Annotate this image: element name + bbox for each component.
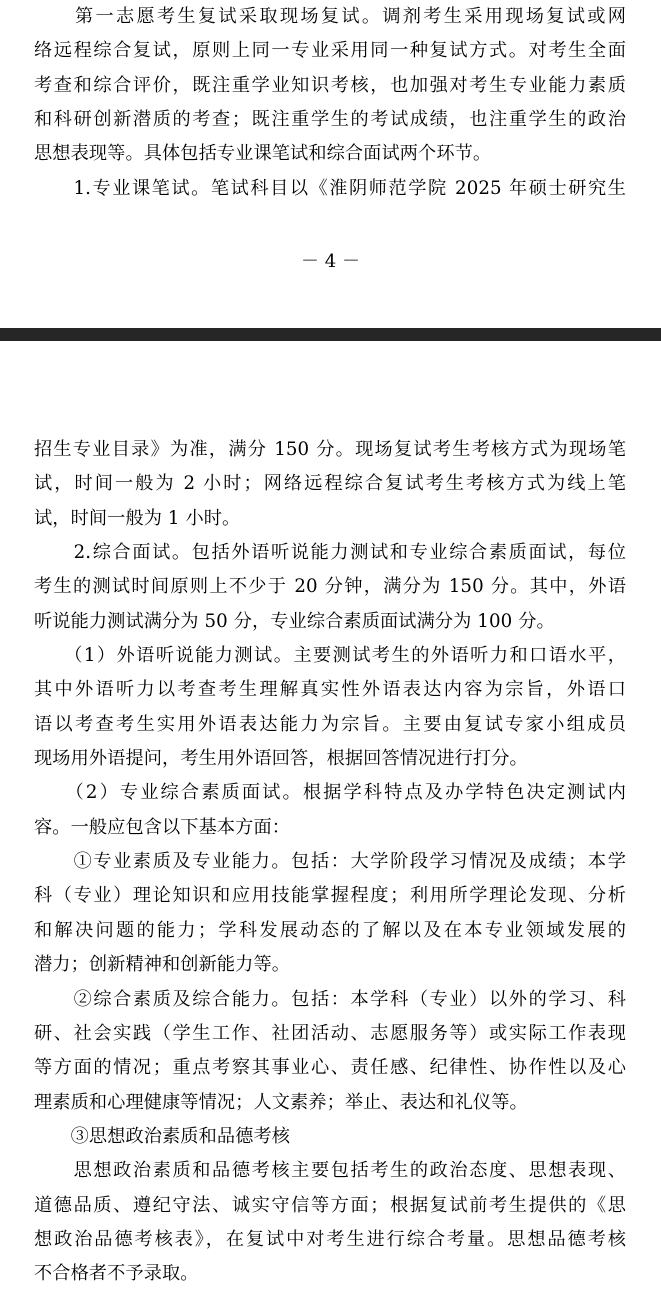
text-line: 络远程综合复试，原则上同一专业采用同一种复试方式。对考生全面 [34, 40, 626, 62]
text-line: 第一志愿考生复试采取现场复试。调剂考生采用现场复试或网 [34, 6, 626, 27]
text-line: 和解决问题的能力；学科发展动态的了解以及在本专业领域发展的 [34, 919, 626, 941]
document-page-bottom [0, 341, 661, 1310]
text-line: 2.综合面试。包括外语听说能力测试和专业综合素质面试，每位 [34, 542, 626, 564]
text-line: 研、社会实践（学生工作、社团活动、志愿服务等）或实际工作表现 [34, 1022, 626, 1044]
text-line: 考查和综合评价，既注重学业知识考核，也加强对考生专业能力素质 [34, 74, 626, 96]
document-page-top [0, 0, 661, 328]
text-line: 潜力；创新精神和创新能力等。 [34, 954, 291, 976]
text-line: 科（专业）理论知识和应用技能掌握程度；利用所学理论发现、分析 [34, 885, 626, 907]
text-line: 道德品质、遵纪守法、诚实守信等方面；根据复试前考生提供的《思 [34, 1194, 626, 1216]
text-line: 其中外语听力以考查考生理解真实性外语表达内容为宗旨，外语口 [34, 679, 626, 701]
text-line: 等方面的情况；重点考察其事业心、责任感、纪律性、协作性以及心 [34, 1057, 626, 1079]
text-line: 招生专业目录》为准，满分 150 分。现场复试考生考核方式为现场笔 [34, 439, 626, 460]
text-line: 和科研创新潜质的考查；既注重学生的考试成绩，也注重学生的政治 [34, 109, 626, 131]
page-bottom-text-block [34, 433, 626, 1292]
text-line: 思想表现等。具体包括专业课笔试和综合面试两个环节。 [34, 143, 492, 165]
text-line: 语以考查考生实用外语表达能力为宗旨。主要由复试专家小组成员 [34, 713, 626, 735]
text-line: 听说能力测试满分为 50 分，专业综合素质面试满分为 100 分。 [34, 610, 555, 632]
text-line: （2）专业综合素质面试。根据学科特点及办学特色决定测试内 [34, 782, 626, 804]
page-divider [0, 328, 661, 341]
text-line: 现场用外语提问，考生用外语回答，根据回答情况进行打分。 [34, 748, 528, 770]
text-line: 试，时间一般为 2 小时；网络远程综合复试考生考核方式为线上笔 [34, 473, 626, 495]
page-top-text-block [34, 0, 626, 206]
text-line: 考生的测试时间原则上不少于 20 分钟，满分为 150 分。其中，外语 [34, 576, 626, 598]
text-line: 想政治品德考核表》，在复试中对考生进行综合考量。思想品德考核 [34, 1228, 626, 1250]
text-line: 1.专业课笔试。笔试科目以《淮阴师范学院 2025 年硕士研究生 [34, 177, 626, 199]
text-line: 不合格者不予录取。 [34, 1263, 199, 1285]
text-line: ①专业素质及专业能力。包括：大学阶段学习情况及成绩；本学 [34, 851, 626, 873]
text-line: ②综合素质及综合能力。包括：本学科（专业）以外的学习、科 [34, 988, 626, 1010]
page-number: － 4 － [301, 251, 360, 272]
text-line: ③思想政治素质和品德考核 [34, 1125, 291, 1147]
text-line: （1）外语听说能力测试。主要测试考生的外语听力和口语水平， [34, 645, 626, 667]
text-line: 思想政治素质和品德考核主要包括考生的政治态度、思想表现、 [34, 1160, 626, 1182]
text-line: 试，时间一般为 1 小时。 [34, 507, 241, 529]
text-line: 理素质和心理健康等情况；人文素养；举止、表达和礼仪等。 [34, 1091, 528, 1113]
text-line: 容。一般应包含以下基本方面： [34, 816, 291, 838]
